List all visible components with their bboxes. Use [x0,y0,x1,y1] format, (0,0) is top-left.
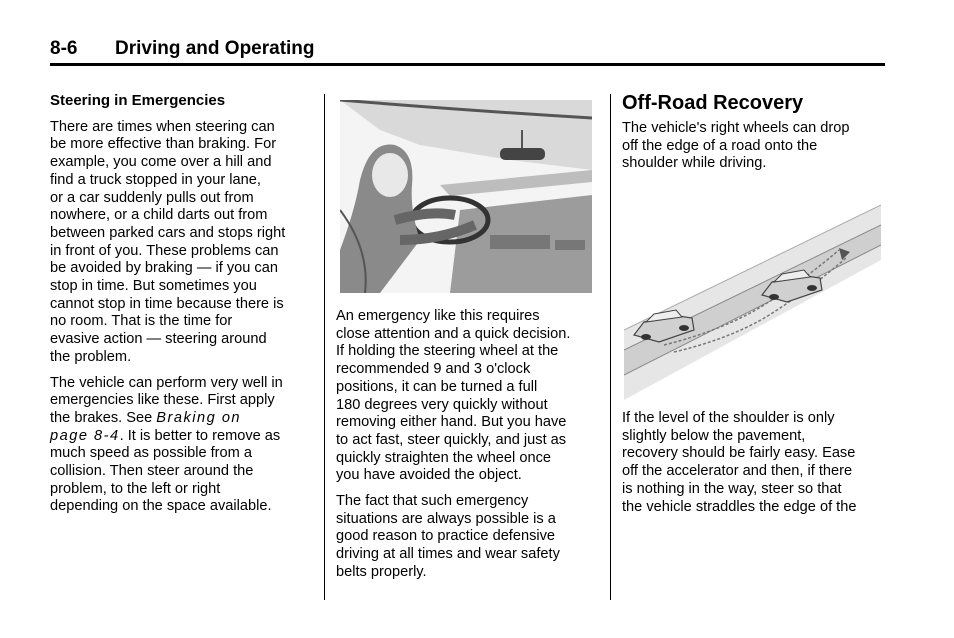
off-road-recovery-illustration [624,200,881,400]
text-line: emergencies like these. First apply [50,392,275,409]
text-fragment: the brakes. See [50,409,157,426]
right-paragraph-1 [622,120,887,173]
text-line: in front of you. These problems can [50,242,279,259]
text-line: off the accelerator and then, if there [622,463,853,480]
text-line: removing either hand. But you have [336,414,567,431]
text-line [50,410,315,428]
text-line: to act fast, steer quickly, and just as [336,431,567,448]
text-line: you have avoided the object. [336,467,522,484]
text-line: or a car suddenly pulls out from [50,189,254,206]
text-line: The fact that such emergency [336,493,529,510]
text-line: shoulder while driving. [622,155,767,172]
text-line: An emergency like this requires [336,308,540,324]
page-header [50,38,315,60]
left-column [50,92,315,524]
section-title: Driving and Operating [115,38,315,59]
text-line: belts properly. [336,563,427,580]
text-line: off the edge of a road onto the [622,137,818,154]
text-line: quickly straighten the wheel once [336,449,551,466]
text-line: collision. Then steer around the [50,463,254,480]
text-line: slightly below the pavement, [622,427,806,444]
text-line: good reason to practice defensive [336,528,556,545]
text-line: example, you come over a hill and [50,154,272,171]
text-line: positions, it can be turned a full [336,378,538,395]
header-rule [50,63,885,66]
left-paragraph-1 [50,119,315,367]
text-line: The vehicle's right wheels can drop [622,120,850,136]
column-divider-2 [610,94,611,600]
text-line: the vehicle straddles the edge of the [622,498,857,515]
middle-paragraph-1 [336,308,601,485]
middle-column [336,308,601,590]
text-line: stop in time. But sometimes you [50,278,257,295]
text-line: the problem. [50,348,132,365]
steering-heading: Steering in Emergencies [50,92,226,109]
text-line: is nothing in the way, steer so that [622,480,842,497]
text-line: no room. That is the time for [50,313,233,330]
text-line: recovery should be fairly easy. Ease [622,445,856,462]
text-line: be more effective than braking. For [50,136,277,153]
left-paragraph-2 [50,375,315,517]
text-line: nowhere, or a child darts out from [50,207,268,224]
right-column [622,91,887,181]
text-line: find a truck stopped in your lane, [50,171,261,188]
text-line: recommended 9 and 3 o'clock [336,361,531,378]
text-line: The vehicle can perform very well in [50,374,283,391]
braking-link-part-2[interactable]: page 8‑4 [50,427,120,444]
braking-link-part-1[interactable]: Braking on [156,409,242,426]
text-line: between parked cars and stops right [50,224,286,241]
off-road-recovery-heading: Off-Road Recovery [622,92,804,114]
text-line: If the level of the shoulder is only [622,410,835,426]
page-number: 8-6 [50,38,78,59]
text-fragment: . It is better to remove as [119,427,281,444]
text-line: If holding the steering wheel at the [336,343,559,360]
text-line: depending on the space available. [50,498,272,515]
text-line: situations are always possible is a [336,510,556,527]
column-divider-1 [324,94,325,600]
middle-paragraph-2 [336,493,601,582]
right-paragraph-2 [622,410,887,516]
driver-steering-illustration [340,100,592,293]
text-line: evasive action — steering around [50,331,267,348]
text-line: 180 degrees very quickly without [336,396,548,413]
text-line: be avoided by braking — if you can [50,260,278,277]
text-line: problem, to the left or right [50,480,221,497]
right-column-lower [622,410,887,524]
text-line: cannot stop in time because there is [50,295,284,312]
text-line [50,428,315,446]
text-line: much speed as possible from a [50,445,252,462]
text-line: close attention and a quick decision. [336,325,571,342]
text-line: There are times when steering can [50,118,275,135]
text-line: driving at all times and wear safety [336,546,560,563]
